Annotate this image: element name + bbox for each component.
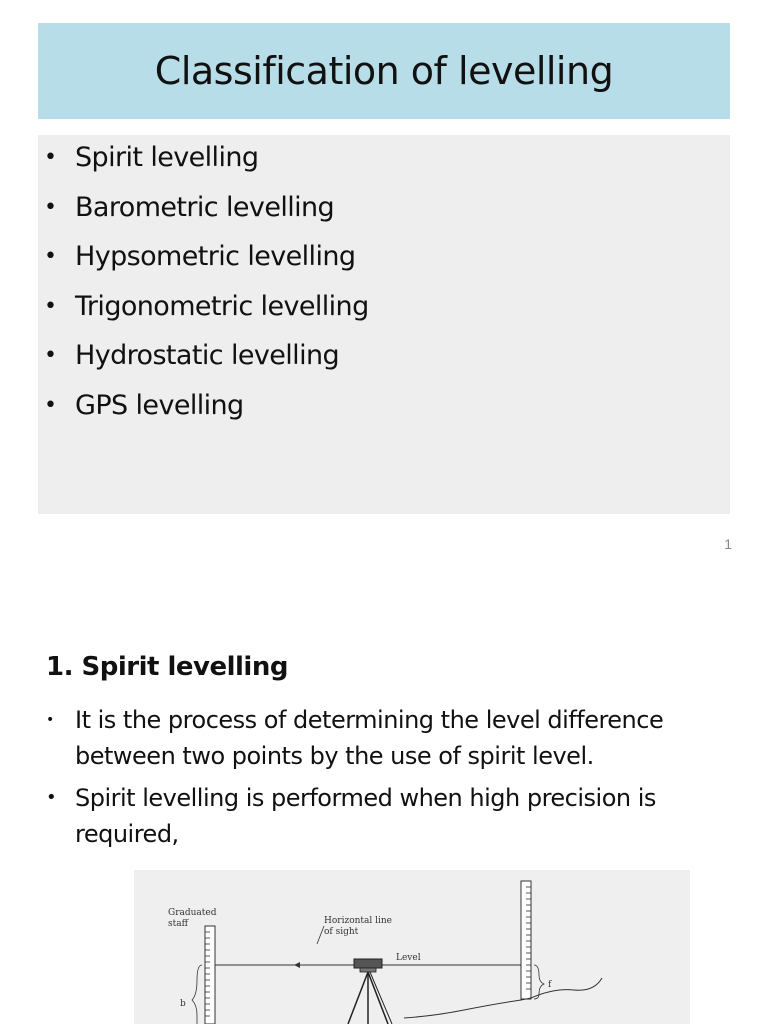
f-label: f (548, 980, 552, 990)
bullet-icon: • (44, 293, 57, 319)
sight-label-line2: of sight (324, 927, 359, 937)
bullet-icon: • (46, 712, 54, 728)
slide-title: Classification of levelling (154, 49, 614, 93)
bullet-icon: • (44, 392, 57, 418)
bullet-icon: • (44, 194, 57, 220)
bullet-item: • It is the process of determining the level difference between two points by the use of spirit level. (44, 702, 724, 774)
staff-label-line1: Graduated (168, 908, 217, 918)
ground-line (404, 978, 602, 1018)
list-item: • GPS levelling (38, 388, 369, 438)
bullet-icon: • (44, 244, 57, 269)
right-staff (521, 881, 531, 999)
list-item: • Spirit levelling (38, 140, 369, 190)
section-heading: 1. Spirit levelling (46, 652, 288, 682)
list-item: • Hypsometric levelling (38, 239, 369, 289)
list-item: • Barometric levelling (38, 190, 369, 240)
list-item: • Hydrostatic levelling (38, 338, 369, 388)
page-number: 1 (724, 536, 732, 552)
bullet-icon: • (44, 145, 57, 170)
spirit-levelling-bullets (44, 702, 724, 858)
sight-label-line1: Horizontal line (324, 916, 393, 926)
classification-list-panel (38, 135, 730, 514)
classification-list (38, 140, 369, 437)
spirit-levelling-diagram (134, 870, 690, 1024)
levelling-diagram-svg (134, 870, 690, 1024)
b-bracket (192, 965, 202, 1024)
left-staff (205, 926, 215, 1024)
b-label: b (180, 999, 186, 1009)
sight-label-pointer (317, 926, 324, 944)
bullet-icon: • (46, 787, 57, 808)
bullet-icon: • (44, 343, 57, 368)
list-item: • Trigonometric levelling (38, 289, 369, 339)
bullet-item: • Spirit levelling is performed when high precision is required, (44, 780, 724, 852)
slide-title-banner (38, 23, 730, 119)
level-instrument (348, 959, 392, 1024)
staff-label-line2: staff (168, 919, 188, 929)
level-label: Level (396, 953, 421, 963)
sight-arrow-icon (294, 962, 300, 968)
